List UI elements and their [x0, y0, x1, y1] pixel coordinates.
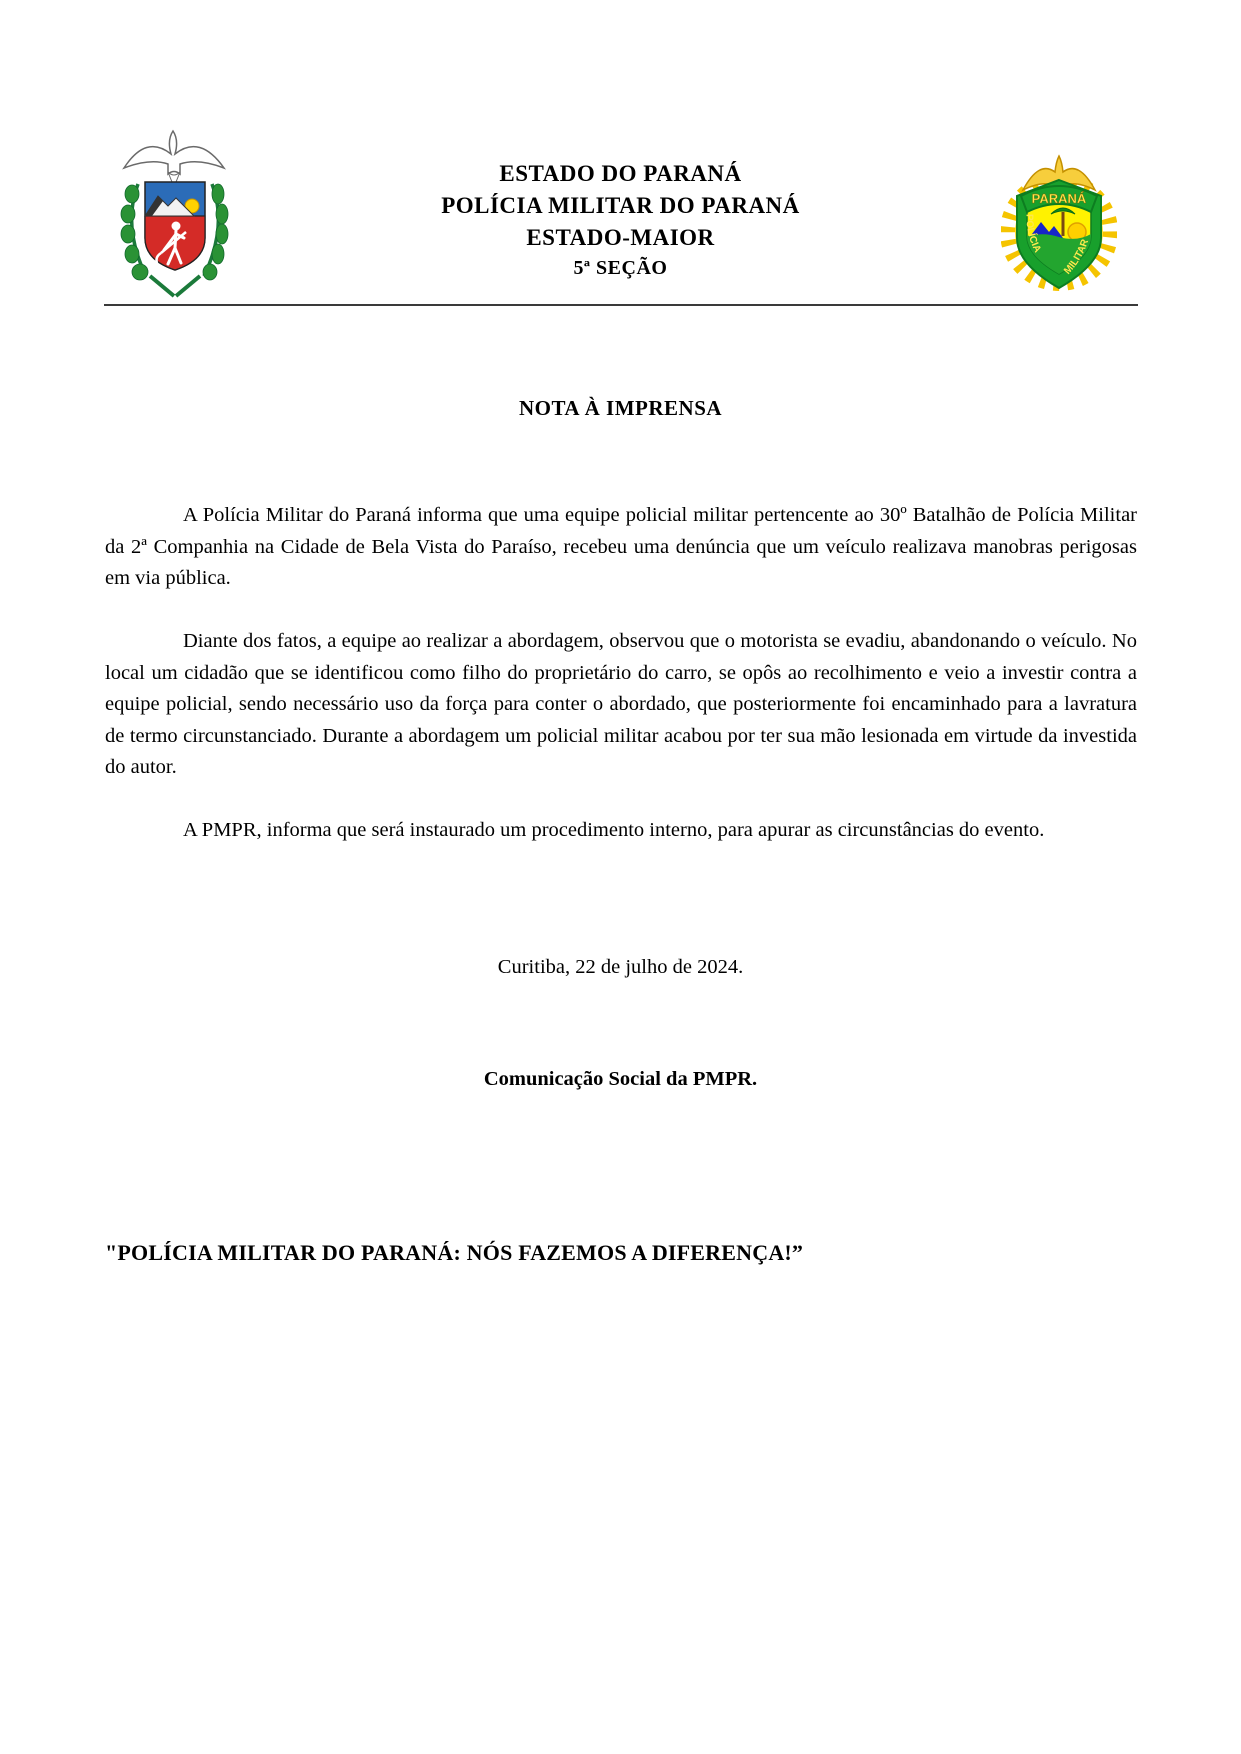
- paragraph-3: A PMPR, informa que será instaurado um procedimento interno, para apurar as circunstâncias do evento.: [183, 819, 1045, 841]
- pmpr-badge-icon: [1001, 146, 1117, 298]
- org-line-state: ESTADO DO PARANÁ: [499, 161, 742, 186]
- svg-text:PARANÁ: PARANÁ: [1031, 191, 1087, 206]
- slogan-line: "POLÍCIA MILITAR DO PARANÁ: NÓS FAZEMOS A DIFERENÇA!”: [105, 1240, 804, 1265]
- dateline: Curitiba, 22 de julho de 2024.: [497, 956, 744, 978]
- paragraph-2: Diante dos fatos, a equipe ao realizar a abordagem, observou que o motorista se evadiu, abandonando o veículo. No local um cidadão que se identificou como filho do proprietário do carro, se opôs ao recolhimento e veio a investir contra a equipe policial, sendo necessário uso da força para conter o abordado, que posteriormente foi encaminhado para a lavratura de termo circunstanciado. Durante a abordagem um policial militar acabou por ter sua mão lesionada em virtude da investida do autor.: [105, 630, 1137, 778]
- signature-line: Comunicação Social da PMPR.: [483, 1068, 758, 1090]
- org-line-unit: ESTADO-MAIOR: [526, 225, 715, 250]
- svg-text:POLÍCIA: POLÍCIA: [1023, 213, 1043, 255]
- paragraph-1: A Polícia Militar do Paraná informa que uma equipe policial militar pertencente ao 30º Batalhão de Polícia Militar da 2ª Companhia na Cidade de Bela Vista do Paraíso, recebeu uma denúncia que um veículo realizava manobras perigosas em via pública.: [105, 504, 1137, 589]
- pmpr-badge-logo: [1001, 146, 1117, 298]
- svg-text:MILITAR: MILITAR: [1062, 237, 1092, 277]
- document-body: [105, 500, 1137, 878]
- header-divider: [104, 304, 1138, 306]
- document-title: NOTA À IMPRENSA: [518, 396, 723, 420]
- org-line-section: 5ª SEÇÃO: [573, 257, 668, 279]
- org-line-corporation: POLÍCIA MILITAR DO PARANÁ: [441, 193, 800, 218]
